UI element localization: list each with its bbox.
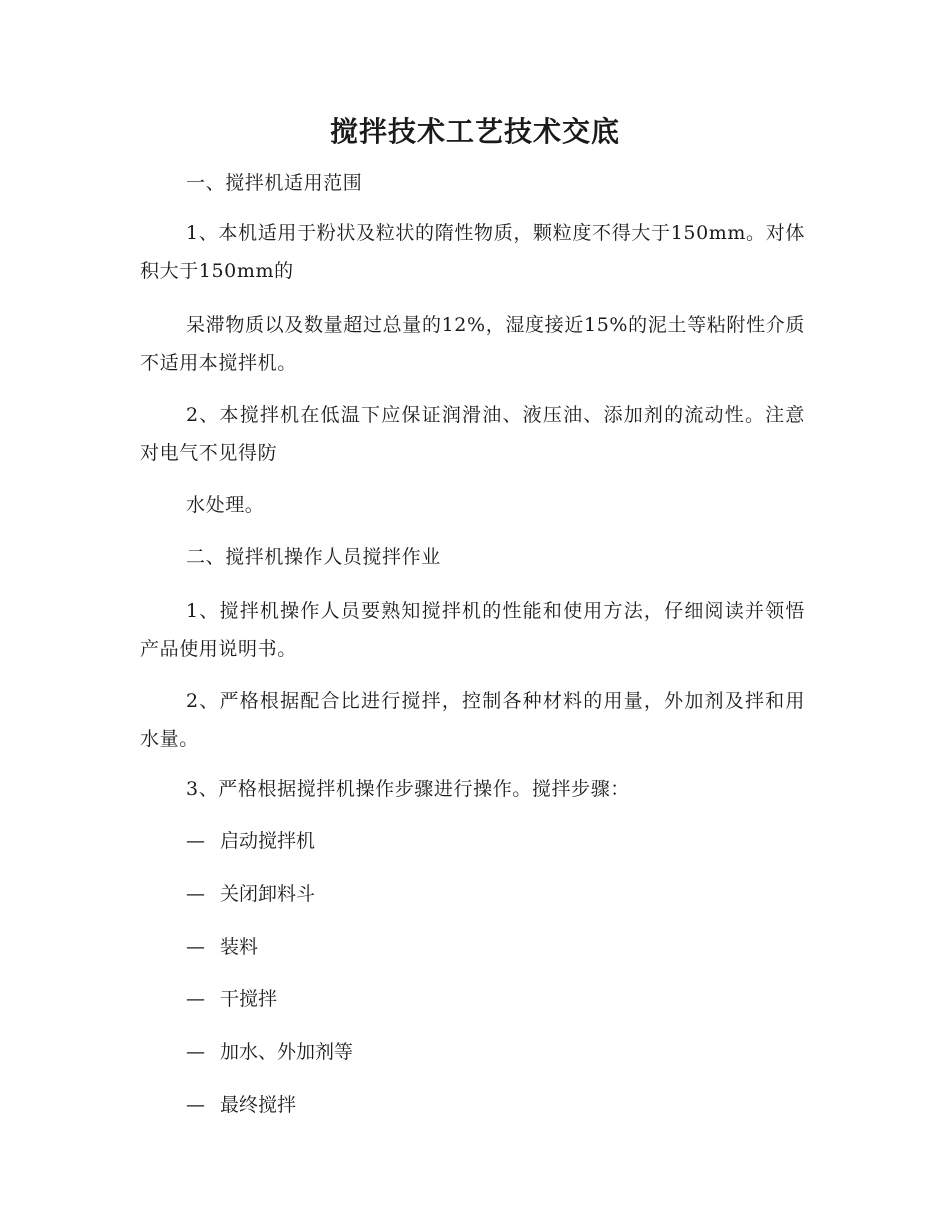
dash-marker: —: [186, 936, 205, 958]
paragraph-2-2: 2、严格根据配合比进行搅拌，控制各种材料的用量，外加剂及拌和用水量。: [140, 690, 805, 750]
step-item: [186, 875, 315, 913]
dash-marker: —: [186, 830, 205, 852]
dash-marker: —: [186, 1094, 205, 1116]
dash-marker: —: [186, 883, 205, 905]
step-item: [186, 822, 315, 860]
paragraph-1-3: 2、本搅拌机在低温下应保证润滑油、液压油、添加剂的流动性。注意对电气不见得防: [140, 404, 805, 464]
paragraph-1-1: 1、本机适用于粉状及粒状的隋性物质，颗粒度不得大于150mm。对体积大于150mm的: [140, 222, 805, 282]
paragraph-1-4: 水处理。: [186, 494, 265, 516]
step-text: 装料: [220, 936, 259, 958]
step-text: 启动搅拌机: [220, 830, 316, 852]
paragraph-1-2: 呆滞物质以及数量超过总量的12%，湿度接近15%的泥土等粘附性介质不适用本搅拌机。: [140, 314, 805, 374]
step-item: [186, 928, 258, 966]
step-text: 干搅拌: [220, 988, 278, 1010]
paragraph-2-3: 3、严格根据搅拌机操作步骤进行操作。搅拌步骤：: [186, 778, 630, 800]
step-text: 最终搅拌: [220, 1094, 297, 1116]
step-text: 加水、外加剂等: [220, 1041, 354, 1063]
step-text: 关闭卸料斗: [220, 883, 316, 905]
step-item: [186, 980, 277, 1018]
dash-marker: —: [186, 988, 205, 1010]
step-item: [186, 1086, 296, 1124]
dash-marker: —: [186, 1041, 205, 1063]
document-title: 搅拌技术工艺技术交底: [329, 115, 620, 148]
section-heading-1: 一、搅拌机适用范围: [186, 172, 363, 194]
section-heading-2: 二、搅拌机操作人员搅拌作业: [186, 546, 441, 568]
paragraph-2-1: 1、搅拌机操作人员要熟知搅拌机的性能和使用方法，仔细阅读并领悟产品使用说明书。: [140, 600, 805, 660]
step-item: [186, 1033, 353, 1071]
